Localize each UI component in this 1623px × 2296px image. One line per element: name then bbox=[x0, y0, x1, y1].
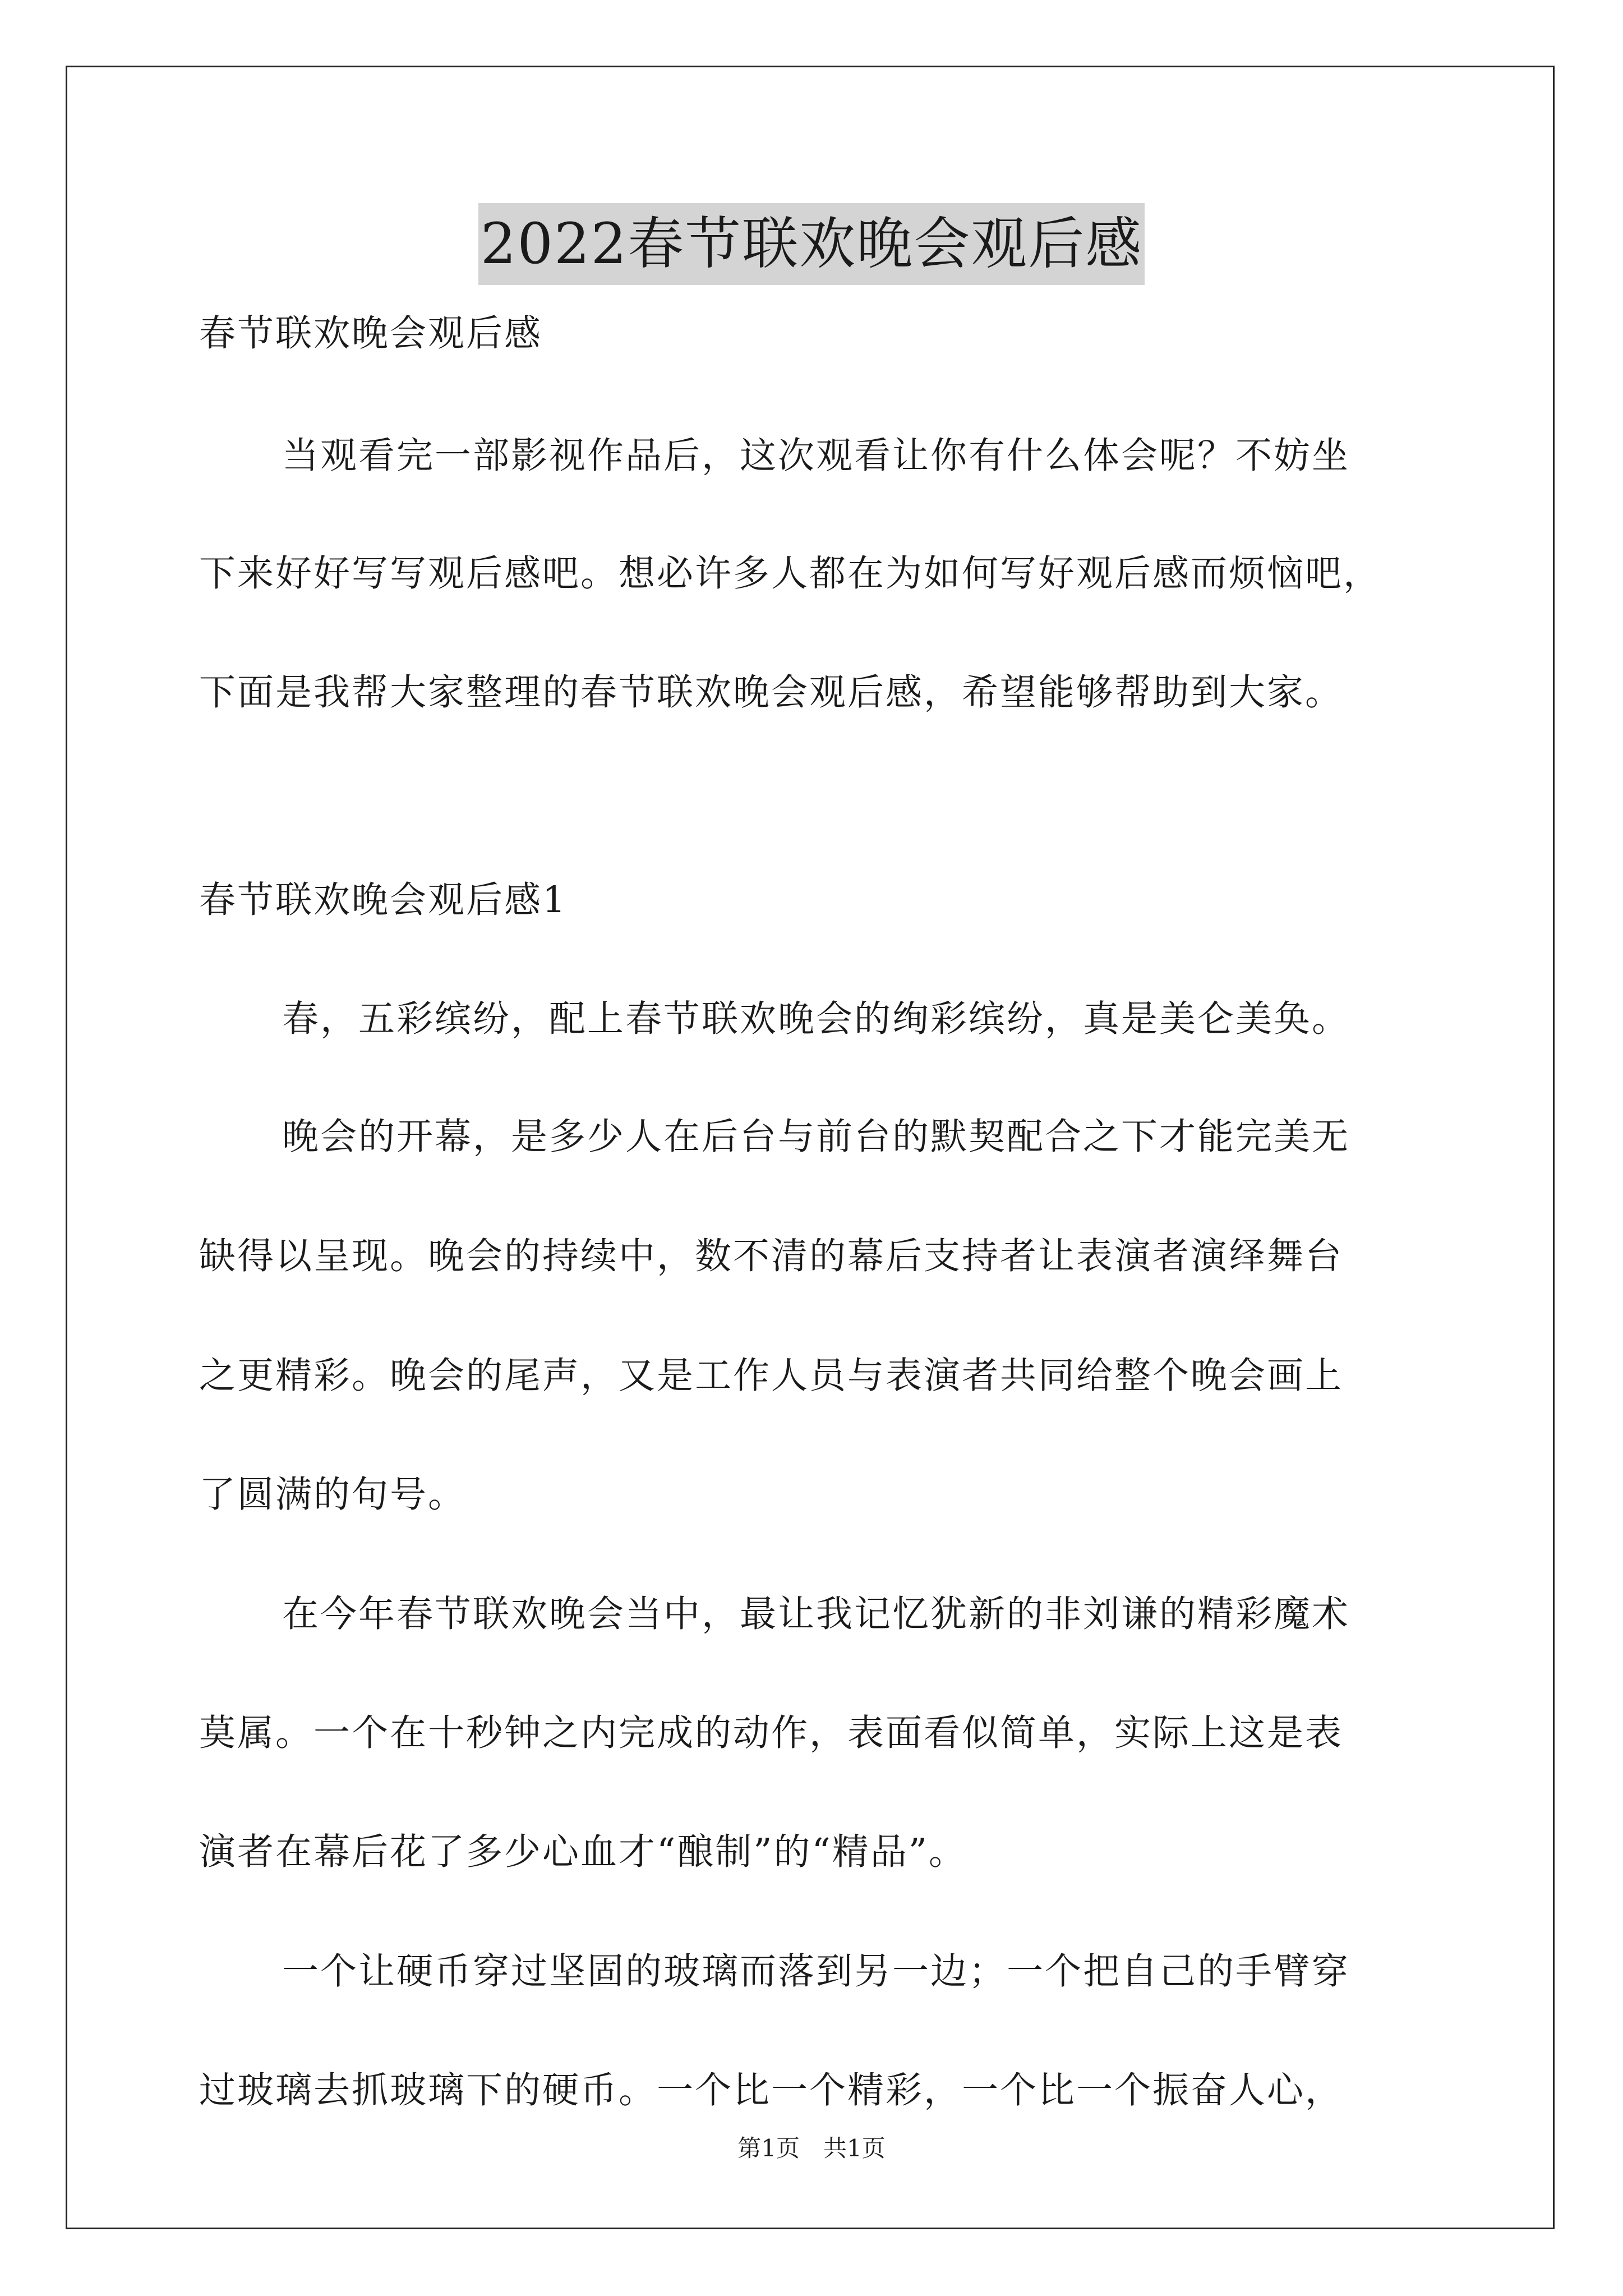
page-footer: 第1页 共1页 bbox=[737, 2134, 886, 2162]
paragraph-line: 当观看完一部影视作品后，这次观看让你有什么体会呢？不妨坐 bbox=[282, 435, 1350, 477]
paragraph-line: 过玻璃去抓玻璃下的硬币。一个比一个精彩，一个比一个振奋人心， bbox=[199, 2069, 1344, 2111]
document-title: 2022春节联欢晚会观后感 bbox=[478, 203, 1145, 285]
paragraph-line: 下来好好写写观后感吧。想必许多人都在为如何写好观后感而烦恼吧， bbox=[199, 553, 1382, 595]
paragraph-line: 演者在幕后花了多少心血才“酿制”的“精品”。 bbox=[199, 1831, 967, 1873]
title-container bbox=[0, 203, 1623, 285]
section-heading: 春节联欢晚会观后感 bbox=[199, 312, 543, 355]
section-heading: 春节联欢晚会观后感1 bbox=[199, 879, 568, 921]
paragraph-line: 在今年春节联欢晚会当中，最让我记忆犹新的非刘谦的精彩魔术 bbox=[282, 1593, 1350, 1635]
paragraph-line: 春，五彩缤纷，配上春节联欢晚会的绚彩缤纷，真是美仑美奂。 bbox=[282, 998, 1350, 1040]
paragraph-line: 下面是我帮大家整理的春节联欢晚会观后感，希望能够帮助到大家。 bbox=[199, 671, 1344, 714]
paragraph-line: 之更精彩。晚会的尾声，又是工作人员与表演者共同给整个晚会画上 bbox=[199, 1355, 1344, 1397]
paragraph-line: 一个让硬币穿过坚固的玻璃而落到另一边；一个把自己的手臂穿 bbox=[282, 1950, 1350, 1993]
paragraph-line: 晚会的开幕，是多少人在后台与前台的默契配合之下才能完美无 bbox=[282, 1116, 1350, 1158]
paragraph-line: 莫属。一个在十秒钟之内完成的动作，表面看似简单，实际上这是表 bbox=[199, 1712, 1344, 1754]
paragraph-line: 缺得以呈现。晚会的持续中，数不清的幕后支持者让表演者演绎舞台 bbox=[199, 1235, 1344, 1277]
paragraph-line: 了圆满的句号。 bbox=[199, 1474, 467, 1516]
